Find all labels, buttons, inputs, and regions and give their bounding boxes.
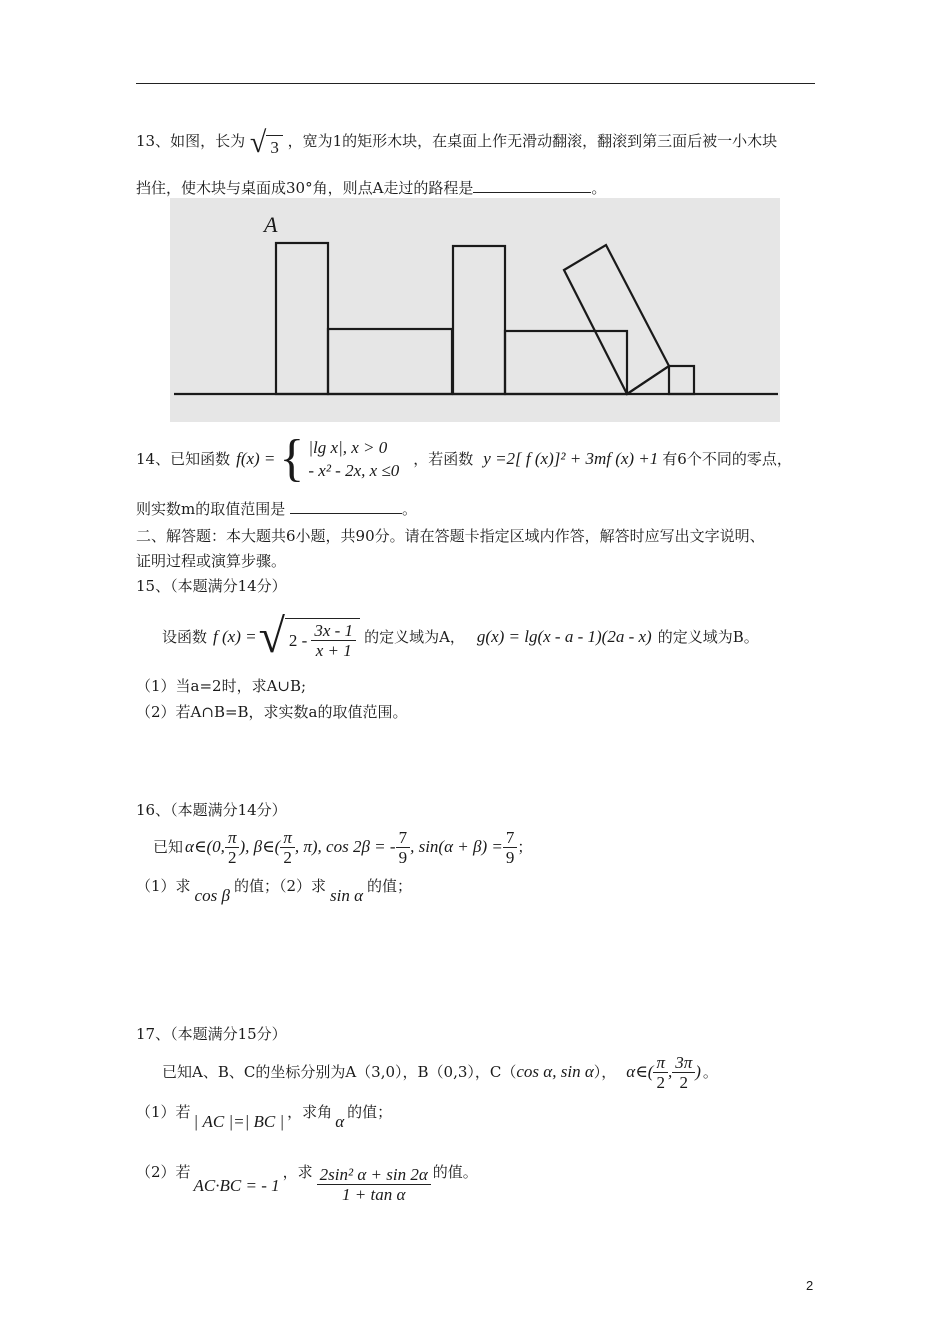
q15-statement: 设函数 f (x) = √ 2 - $\frac{3x - 1}{x + 1}$ 的定义域为A， g(x) = lg(x - a - 1)(2a - x) 的定义域为B。 xyxy=(162,610,759,663)
support-line xyxy=(627,366,669,394)
section2-line1: 二、解答题：本大题共6小题，共90分。请在答题卡指定区域内作答，解答时应写出文字说明、 xyxy=(136,527,765,545)
block-position-5-tilted xyxy=(564,245,669,394)
q14-line2: 则实数m的取值范围是 。 xyxy=(136,500,418,518)
q17-part1: （1）若 | AC |=| BC | ，求角 α 的值； xyxy=(136,1103,393,1131)
q14-case-2: - x² - 2x, x ≤0 xyxy=(308,461,400,480)
block-position-4 xyxy=(505,331,627,394)
q14-answer-blank xyxy=(290,499,402,514)
rolling-block-diagram xyxy=(170,198,780,422)
q17-dot-product: AC·BC = - 1 xyxy=(193,1176,280,1195)
q14-y-expr: y =2[ f (x)]² + 3mf (x) +1 xyxy=(483,449,659,468)
q16-parts: （1）求 cos β 的值；（2）求 sin α 的值； xyxy=(136,877,413,905)
small-stop-block xyxy=(669,366,694,394)
q14-suffix: 有6个不同的零点， xyxy=(662,450,792,468)
q16-sin-alpha: sin α xyxy=(329,886,363,905)
section2-line2: 证明过程或演算步骤。 xyxy=(136,552,287,570)
q14-case-1: |lg x|, x > 0 xyxy=(308,438,388,457)
q15-sqrt: √ 2 - $\frac{3x - 1}{x + 1}$ xyxy=(259,614,360,660)
q17-ac-bc-abs: | AC |=| BC | xyxy=(193,1112,285,1131)
q16-statement: 已知 α∈(0, $\frac{\pi}{2}$ ), β∈( $\frac{\pi}{2}$ , π), cos 2β = - $\frac{7}{9}$ , sin(α + β) = $\frac{7}{9}$ ； xyxy=(153,827,533,867)
q15-part1: （1）当a=2时，求A∪B; xyxy=(136,677,307,695)
q15-fraction: $\frac{3x - 1}{x + 1}$ xyxy=(311,621,356,660)
q13-text-b: ，宽为1的矩形木块，在桌面上作无滑动翻滚，翻滚到第三面后被一小木块 xyxy=(287,132,778,150)
q15-part2: （2）若A∩B=B，求实数a的取值范围。 xyxy=(136,703,408,721)
q13-line1 xyxy=(136,128,777,158)
point-A-label: A xyxy=(264,212,278,237)
q13-answer-blank xyxy=(473,178,591,193)
page-number: 2 xyxy=(806,1278,814,1293)
header-rule xyxy=(136,83,815,84)
q14-mid: ，若函数 xyxy=(413,450,474,468)
q17-fraction: $\frac{\text{2sin² α + sin 2α}}{\text{1 + tan α}}$ xyxy=(317,1165,431,1204)
q13-text-a: 13、如图，长为 xyxy=(136,132,246,150)
q17-part2: （2）若 AC·BC = - 1 ，求 $\frac{\text{2sin² α + sin 2α}}{\text{1 + tan α}}$ 的值。 xyxy=(136,1163,478,1204)
block-position-2 xyxy=(328,329,452,394)
q13-figure xyxy=(170,198,780,422)
q15-header: 15、（本题满分14分） xyxy=(136,577,287,595)
q14-line1 xyxy=(136,431,792,487)
q13-text-2: 挡住，使木块与桌面成30°角，则点A走过的路程是 xyxy=(136,179,474,197)
q14-prefix: 14、已知函数 xyxy=(136,450,231,468)
q16-cos-beta: cos β xyxy=(194,886,230,905)
q14-f-lhs: f(x) = xyxy=(236,449,276,468)
block-position-3 xyxy=(453,246,505,394)
q13-line2: 挡住，使木块与桌面成30°角，则点A走过的路程是 。 xyxy=(136,179,607,197)
block-position-1 xyxy=(276,243,328,394)
q17-alpha: α xyxy=(335,1112,345,1131)
q14-piecewise: { |lg x|, x > 0 - x² - 2x, x ≤0 xyxy=(279,430,400,487)
q15-f-lhs: f (x) = xyxy=(213,627,257,646)
q16-condition: α∈(0, $\frac{\pi}{2}$ ), β∈( $\frac{\pi}{2}$ , π), cos 2β = - $\frac{7}{9}$ , sin(α + β) = $\frac{7}{9}$ xyxy=(185,828,517,867)
q16-header: 16、（本题满分14分） xyxy=(136,801,287,819)
q17-statement: 已知A、B、C的坐标分别为A（3,0），B（0,3），C（ cos α, sin α ）， α∈( $\frac{\pi}{2}$ , $\frac{3\pi}{2}$ ) 。 xyxy=(162,1052,718,1092)
q17-c-coords: cos α, sin α xyxy=(516,1062,594,1081)
q17-header: 17、（本题满分15分） xyxy=(136,1025,287,1043)
q15-g-expr: g(x) = lg(x - a - 1)(2a - x) xyxy=(476,627,652,646)
q17-alpha-range: α∈( $\frac{\pi}{2}$ , $\frac{3\pi}{2}$ ) xyxy=(626,1052,701,1092)
q13-sqrt: √ 3 xyxy=(250,128,283,158)
